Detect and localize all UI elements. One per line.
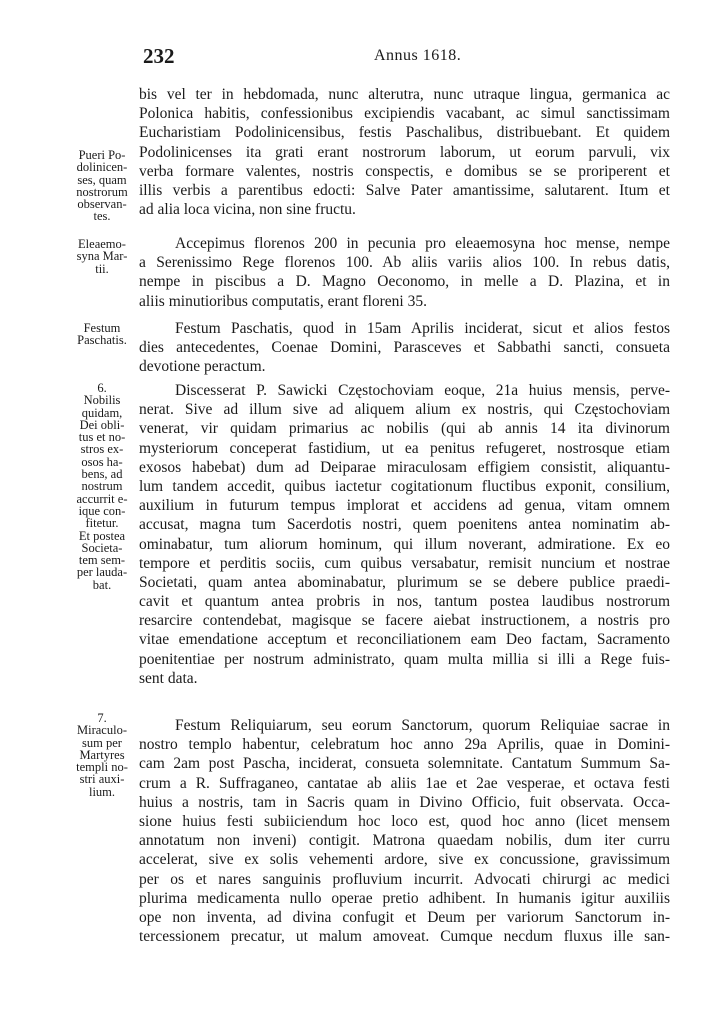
margin-note (70, 322, 134, 347)
paragraph (139, 381, 670, 688)
margin-line: tii. (95, 261, 109, 276)
text-line: annotatum non inveni) contigit. Matrona quaedam nobilis, dum iter curru (139, 832, 670, 850)
text-line: plurima medicamenta nullo operae pretio adhibent. In humanis igitur auxiliis (139, 889, 670, 907)
text-line: a Serenissimo Rege florenos 100. Ab aliis variis alios 100. In rebus datis, (139, 254, 670, 272)
text-line: accelerat, sive ex solis vehementi ardore, sive ex concussione, gravissimum (139, 851, 670, 869)
margin-note (70, 382, 134, 591)
margin-line: stri auxi- (79, 772, 125, 787)
margin-line: Et postea (78, 528, 126, 543)
margin-line: per lauda- (76, 565, 128, 580)
margin-line: Miraculo- (77, 723, 127, 738)
margin-line: accurrit e- (76, 491, 128, 506)
text-line: ope non inventa, ad divina confugit et Deum per variorum Sanctorum in- (139, 908, 670, 926)
margin-line: stros ex- (80, 442, 124, 457)
margin-line: syna Mar- (76, 249, 128, 264)
margin-line: osos ha- (81, 454, 123, 469)
text-line: Podolinicenses ita grati erant nostrorum laborum, ut eorum parvuli, vix (139, 143, 670, 161)
margin-line: templi no- (76, 760, 128, 775)
margin-line: 7. (97, 711, 107, 725)
text-line: bis vel ter in hebdomada, nunc alterutra, nunc utraque lingua, germanica ac (139, 86, 670, 103)
text-line: Accepimus florenos 200 in pecunia pro eleaemosyna hoc mense, nempe (175, 235, 670, 252)
page-header (0, 44, 720, 68)
text-line: exosos habebat) dum ad Deiparae miraculosam effigiem consistit, aliquantu- (139, 458, 670, 476)
margin-line: dolinicen- (76, 160, 128, 175)
margin-line: Paschatis. (77, 333, 127, 348)
text-line: Polonica habitis, confessionibus excipiendis vacabant, ac simul sanctissimam (139, 105, 670, 123)
paragraph (139, 319, 670, 377)
text-line: Festum Reliquiarum, seu eorum Sanctorum, quorum Reliquiae sacrae in (175, 717, 670, 734)
text-line: tercessionem precatur, ut malum amoveat. Cumque necdum fluxus ille san- (139, 928, 670, 946)
margin-line: Societa- (81, 540, 123, 555)
margin-line: ses, quam (77, 172, 127, 187)
paragraph (139, 85, 670, 219)
margin-note (70, 149, 134, 223)
text-line: per os et nares sanguinis profluvium incurrit. Advocati chirurgi ac medici (139, 870, 670, 888)
text-line: nempe in piscibus a D. Magno Oeconomo, in melle a D. Plazina, et in (139, 273, 670, 291)
text-line: crum a R. Suffraganeo, cantatae ab aliis 1ae et 2ae vesperae, et octava festi (139, 774, 670, 792)
margin-line: Eleaemo- (78, 237, 126, 251)
margin-line: quidam, (81, 405, 123, 420)
running-head: Annus 1618. (374, 47, 462, 64)
text-line: venerat, vir quidam primarius ac nobilis (qui ab annis 14 ita divinorum (139, 420, 670, 438)
text-line: vitae emendatione acceptum et reconciliationem eam Deo factam, Sacramento (139, 631, 670, 649)
margin-line: fitetur. (85, 516, 119, 531)
text-line: accusat, magna tum Sacerdotis nostri, quem poenitens antea nominatim ab- (139, 516, 670, 534)
text-line: sione huius festi subiiciendum hoc loco est, quod hoc anno (licet mensem (139, 812, 670, 830)
margin-note (70, 238, 134, 275)
text-line: resarcire contendebat, magisque se facere aiebat instructionem, a nostris pro (139, 612, 670, 630)
margin-line: tem sem- (78, 553, 126, 568)
margin-line: Festum (83, 321, 121, 335)
text-line: dies antecedentes, Coenae Domini, Parasceves et Sabbathi sancti, consueta (139, 339, 670, 357)
text-line: Societati, quam antea abominabatur, plurimum se se debere publice praedi- (139, 573, 670, 591)
margin-line: tes. (93, 209, 111, 224)
margin-line: bat. (92, 577, 112, 592)
margin-line: nostrorum (76, 184, 128, 199)
paragraph (139, 716, 670, 946)
text-line: cam 2am post Pascha, inciderat, consueta solemnitate. Cantatum Summum Sa- (139, 755, 670, 773)
text-line (139, 319, 670, 338)
text-line: Discesserat P. Sawicki Częstochoviam eoque, 21a huius mensis, perve- (175, 382, 670, 399)
text-line-part: Festum Paschatis, quod in 15am Aprilis inciderat, sicut et alios festos (175, 320, 670, 337)
margin-line: 6. (97, 381, 107, 395)
text-line: Eucharistiam Podolinicensibus, festis Paschalibus, distribuebant. Et quidem (139, 124, 670, 142)
text-line: auxilium in futurum tempus implorat et accidens ad genua, vitam omnem (139, 497, 670, 515)
margin-line: observan- (77, 197, 127, 212)
text-line: nerat. Sive ad illum sive ad aliquem alium ex nostris, qui Częstochoviam (139, 401, 670, 419)
text-line: lum tandem accedit, quibus iactetur cogitationum fluctibus exponit, consilium, (139, 477, 670, 495)
margin-line: Pueri Po- (78, 148, 126, 162)
text-line: mysteriorum conceperat fastidium, ut ea penitus refugeret, nostrosque etiam (139, 439, 670, 457)
margin-line: Martyres (79, 747, 125, 762)
text-line: aliis minutioribus computatis, erant floreni 35. (139, 292, 427, 310)
margin-line: lium. (88, 784, 116, 799)
text-line: poenitentiae per nostrum administrato, quam multa millia si illi a Rege fuis- (139, 650, 670, 668)
text-line: nostro templo habentur, celebratum hoc anno 29a Aprilis, quae in Domini- (139, 736, 670, 754)
text-line: devotione peractum. (139, 358, 266, 376)
text-line: ominabatur, tum aliorum hominum, qui illum noverant, admiratione. Ex eo (139, 535, 670, 553)
text-line: ad alia loca vicina, non sine fructu. (139, 201, 356, 219)
margin-note (70, 712, 134, 798)
margin-line: bens, ad (81, 467, 123, 482)
page-number: 232 (143, 44, 175, 68)
margin-line: tus et no- (78, 430, 126, 445)
text-line: sent data. (139, 669, 198, 687)
margin-line: sum per (82, 735, 122, 750)
text-line: cavit et quantum antea probris in nos, tantum postea laudibus nostrorum (139, 593, 670, 611)
margin-line: Nobilis (83, 393, 121, 408)
text-line: verba formare valentes, nostris conspectis, e domibus se se proriperent et (139, 162, 670, 180)
paragraph (139, 234, 670, 311)
text-line: tempore et perditis sociis, cum quibus versabatur, remisit nuncium et nostrae (139, 554, 670, 572)
text-line: huius a nostris, tam in Sacris quam in Divino Officio, fuit observata. Occa- (139, 793, 670, 811)
margin-line: nostrum (81, 479, 123, 494)
text-line: illis verbis a parentibus edocti: Salve Pater amantissime, salutarent. Itum et (139, 181, 670, 199)
margin-line: ique con- (78, 503, 126, 518)
margin-line: Dei obli- (79, 417, 125, 432)
